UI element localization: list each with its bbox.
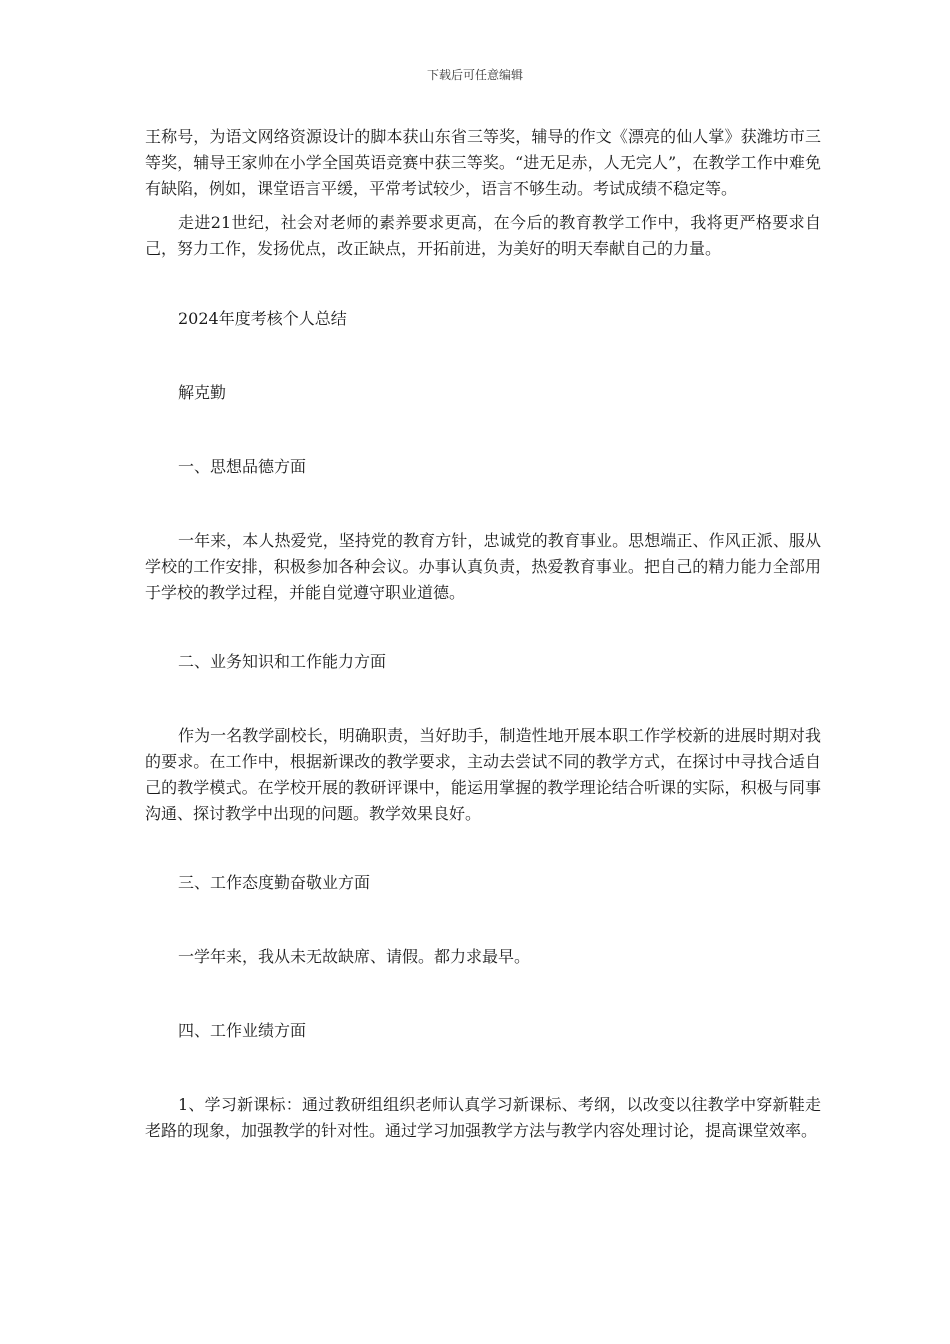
section-heading-2: 二、业务知识和工作能力方面: [178, 652, 387, 671]
paragraph-awards: 王称号，为语文网络资源设计的脚本获山东省三等奖，辅导的作文《漂亮的仙人掌》获潍坊市三等奖，辅导王家帅在小学全国英语竞赛中获三等奖。“进无足赤，人无完人”，在教学工作中难免有缺陷，例如，课堂语言平缓，平常考试较少，语言不够生动。考试成绩不稳定等。: [145, 127, 821, 198]
section-paragraph-2: 作为一名教学副校长，明确职责，当好助手，制造性地开展本职工作学校新的进展时期对我的要求。在工作中，根据新课改的教学要求，主动去尝试不同的教学方式，在探讨中寻找合适自己的教学模式。在学校开展的教研评课中，能运用掌握的教学理论结合听课的实际，积极与同事沟通、探讨教学中出现的问题。教学效果良好。: [145, 726, 821, 823]
section-heading-4: 四、工作业绩方面: [178, 1021, 307, 1040]
document-author: 解克勤: [178, 383, 227, 402]
paragraph-future: 走进21世纪，社会对老师的素养要求更高，在今后的教育教学工作中，我将更严格要求自己，努力工作，发扬优点，改正缺点，开拓前进，为美好的明天奉献自己的力量。: [145, 213, 821, 258]
document-body: [145, 124, 821, 1144]
section-paragraph-1: 一年来，本人热爱党，坚持党的教育方针，忠诚党的教育事业。思想端正、作风正派、服从学校的工作安排，积极参加各种会议。办事认真负责，热爱教育事业。把自己的精力能力全部用于学校的教学过程，并能自觉遵守职业道德。: [145, 531, 821, 602]
section-heading-3: 三、工作态度勤奋敬业方面: [178, 873, 371, 892]
section-heading-1: 一、思想品德方面: [178, 457, 307, 476]
section-paragraph-3: 一学年来，我从未无故缺席、请假。都力求最早。: [178, 947, 531, 966]
document-title: 2024年度考核个人总结: [178, 309, 347, 328]
section-paragraph-4: 1、学习新课标：通过教研组组织老师认真学习新课标、考纲，以改变以往教学中穿新鞋走老路的现象，加强教学的针对性。通过学习加强教学方法与教学内容处理讨论，提高课堂效率。: [145, 1095, 821, 1140]
page-header: 下载后可任意编辑: [426, 68, 523, 82]
